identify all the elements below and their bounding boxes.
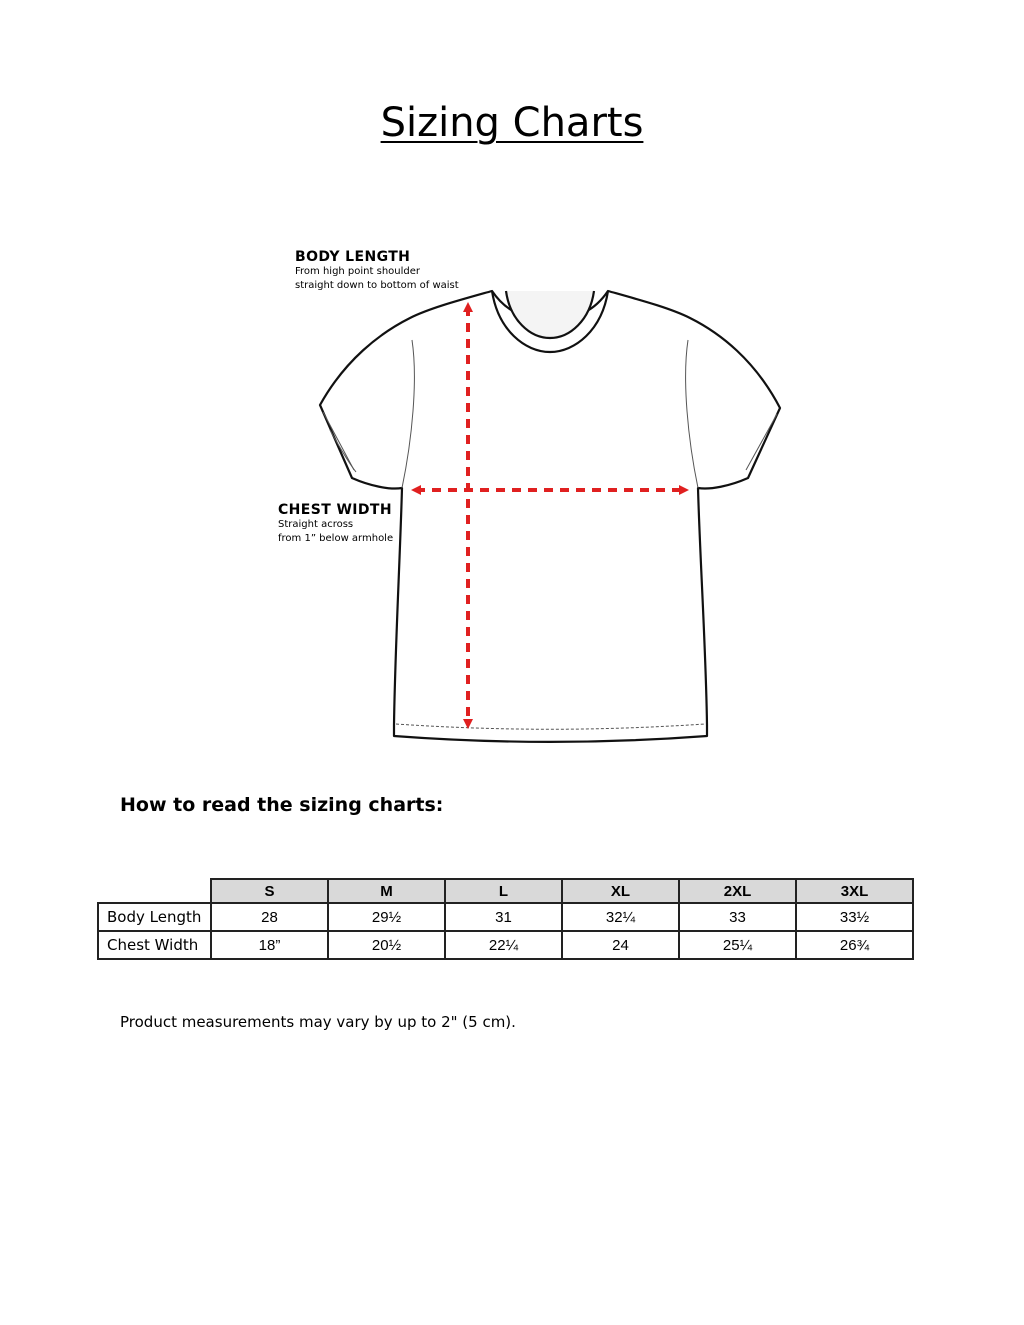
chest-width-desc-2: from 1” below armhole [278, 533, 394, 544]
size-header: S [211, 879, 328, 903]
table-cell: 31 [445, 903, 562, 931]
chest-width-heading: CHEST WIDTH [278, 502, 393, 518]
size-header: M [328, 879, 445, 903]
body-length-heading: BODY LENGTH [295, 249, 411, 265]
row-label: Body Length [98, 903, 211, 931]
chest-width-desc-1: Straight across [278, 519, 354, 530]
table-cell: 33 [679, 903, 796, 931]
table-cell: 20½ [328, 931, 445, 959]
section-heading: How to read the sizing charts: [120, 794, 444, 816]
table-cell: 26¾ [796, 931, 913, 959]
sizing-table [97, 878, 914, 960]
table-cell: 28 [211, 903, 328, 931]
table-cell: 32¼ [562, 903, 679, 931]
table-cell: 25¼ [679, 931, 796, 959]
page-title: Sizing Charts [380, 100, 644, 146]
row-label: Chest Width [98, 931, 211, 959]
size-header: L [445, 879, 562, 903]
table-cell: 22¼ [445, 931, 562, 959]
table-cell: 24 [562, 931, 679, 959]
measurement-note: Product measurements may vary by up to 2" (5 cm). [120, 1013, 516, 1031]
size-header: 3XL [796, 879, 913, 903]
table-row [98, 931, 913, 959]
body-length-desc-1: From high point shoulder [295, 266, 421, 277]
size-header: 2XL [679, 879, 796, 903]
table-cell: 18” [211, 931, 328, 959]
table-cell: 29½ [328, 903, 445, 931]
table-row [98, 903, 913, 931]
table-corner [98, 879, 211, 903]
tshirt-diagram [250, 240, 810, 760]
table-cell: 33½ [796, 903, 913, 931]
size-header: XL [562, 879, 679, 903]
body-length-desc-2: straight down to bottom of waist [295, 280, 459, 291]
chest-width-label [278, 502, 393, 546]
table-header-row [98, 879, 913, 903]
body-length-label [295, 249, 459, 293]
